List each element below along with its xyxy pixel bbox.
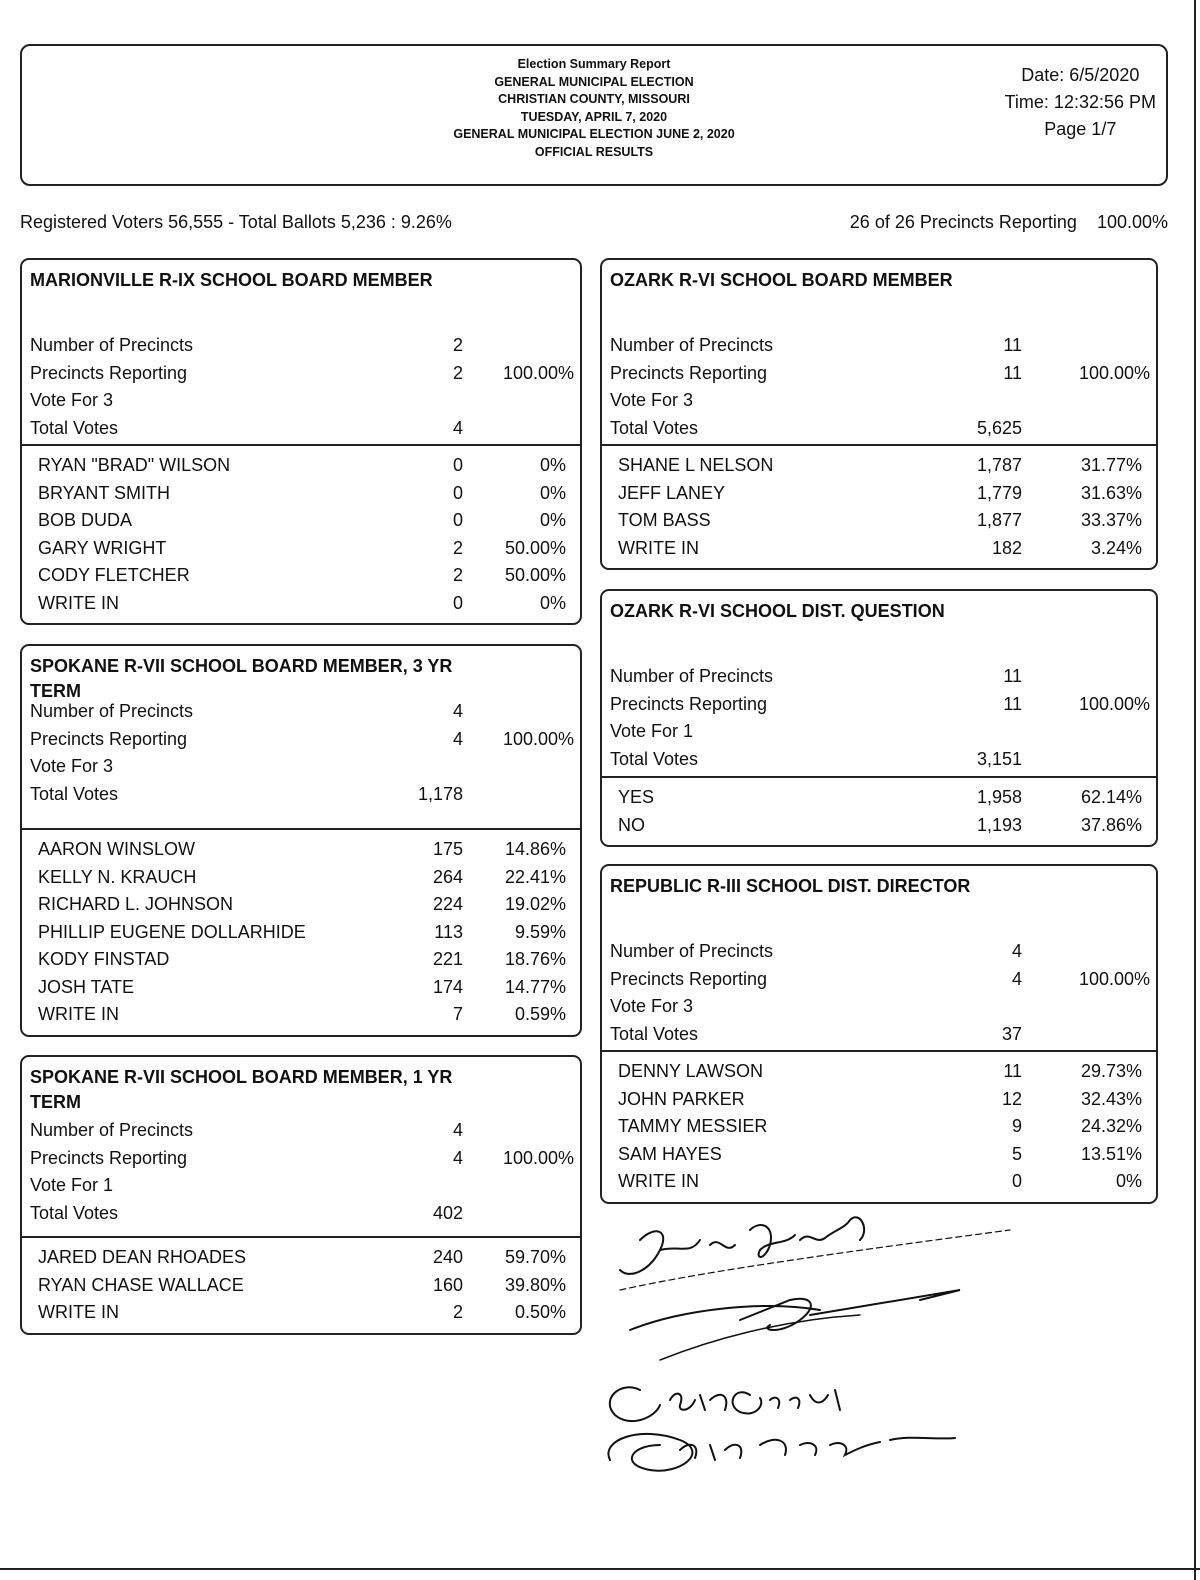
candidate-row xyxy=(602,1141,1156,1169)
candidate-percent: 59.70% xyxy=(504,1247,566,1267)
candidate-name: WRITE IN xyxy=(38,1004,119,1024)
meta-percent: 100.00% xyxy=(1078,968,1150,989)
candidate-votes: 175 xyxy=(432,839,463,859)
contest-title-line: SPOKANE R-VII SCHOOL BOARD MEMBER, 1 YR xyxy=(30,1067,453,1087)
meta-label: Total Votes xyxy=(30,417,119,438)
candidate-name: WRITE IN xyxy=(618,537,699,558)
meta-value: 2 xyxy=(452,335,463,355)
candidate-percent: 31.77% xyxy=(1080,455,1142,475)
precincts-reporting-row xyxy=(22,726,580,754)
candidate-percent: 0.59% xyxy=(514,1004,566,1024)
candidate-votes: 1,193 xyxy=(976,814,1022,835)
candidate-percent: 37.86% xyxy=(1080,814,1142,835)
contest-meta xyxy=(22,1117,580,1227)
candidate-name: SAM HAYES xyxy=(618,1143,722,1164)
total-votes-row xyxy=(602,415,1156,443)
election-subtitle: GENERAL MUNICIPAL ELECTION JUNE 2, 2020 xyxy=(453,127,735,141)
meta-label: Vote For 3 xyxy=(610,996,694,1016)
candidate-row xyxy=(22,590,580,618)
candidate-percent: 3.24% xyxy=(1090,537,1142,558)
report-title-block xyxy=(22,56,1166,161)
candidate-name: JEFF LANEY xyxy=(618,482,726,503)
candidate-percent: 0% xyxy=(1115,1171,1142,1191)
contest-title-line: MARIONVILLE R-IX SCHOOL BOARD MEMBER xyxy=(30,270,433,290)
candidate-votes: 221 xyxy=(432,949,463,969)
candidate-name: GARY WRIGHT xyxy=(38,537,167,558)
candidate-row xyxy=(22,946,580,974)
candidate-percent: 14.86% xyxy=(504,839,566,859)
candidate-votes: 1,877 xyxy=(976,510,1022,530)
meta-percent: 100.00% xyxy=(1078,362,1150,383)
candidate-name: JOHN PARKER xyxy=(618,1088,745,1109)
signatures xyxy=(560,1200,1060,1500)
number-of-precincts-row xyxy=(22,1117,580,1145)
candidate-row xyxy=(602,812,1156,840)
meta-label: Number of Precincts xyxy=(610,666,774,686)
candidate-votes: 0 xyxy=(452,455,463,475)
candidate-name: DENNY LAWSON xyxy=(618,1061,764,1081)
vote-for-row xyxy=(22,753,580,781)
meta-value: 4 xyxy=(452,728,463,749)
contest-meta xyxy=(22,698,580,808)
contest-title-line: TERM xyxy=(30,1092,81,1112)
candidate-row xyxy=(22,891,580,919)
meta-value: 11 xyxy=(1003,362,1022,383)
candidate-votes: 2 xyxy=(452,537,463,558)
meta-value: 402 xyxy=(432,1202,463,1223)
candidate-row xyxy=(602,1058,1156,1086)
candidate-votes: 160 xyxy=(432,1274,463,1295)
candidate-percent: 0% xyxy=(539,482,566,503)
contest-box xyxy=(20,258,582,625)
candidate-list xyxy=(22,452,580,617)
contest-title xyxy=(22,260,580,293)
candidate-votes: 182 xyxy=(991,537,1022,558)
contest-box xyxy=(600,864,1158,1204)
candidate-row xyxy=(602,507,1156,535)
meta-label: Vote For 1 xyxy=(610,721,694,741)
report-header xyxy=(20,44,1168,186)
candidate-votes: 264 xyxy=(432,866,463,887)
candidate-percent: 29.73% xyxy=(1080,1061,1142,1081)
candidate-row xyxy=(22,974,580,1002)
meta-label: Total Votes xyxy=(610,748,699,769)
signature-2 xyxy=(630,1290,960,1330)
candidate-name: NO xyxy=(618,814,645,835)
meta-label: Vote For 3 xyxy=(30,756,114,776)
candidate-percent: 19.02% xyxy=(504,894,566,914)
report-title: Election Summary Report xyxy=(517,57,671,71)
meta-value: 11 xyxy=(1003,335,1022,355)
candidate-row xyxy=(602,452,1156,480)
candidate-votes: 0 xyxy=(452,482,463,503)
candidate-name: CODY FLETCHER xyxy=(38,565,190,585)
meta-label: Number of Precincts xyxy=(30,335,194,355)
candidate-row xyxy=(22,1299,580,1327)
candidate-name: TAMMY MESSIER xyxy=(618,1116,768,1136)
meta-value: 4 xyxy=(1011,968,1022,989)
meta-value: 4 xyxy=(452,1120,463,1140)
meta-value: 4 xyxy=(452,417,463,438)
candidate-row xyxy=(22,507,580,535)
candidate-name: TOM BASS xyxy=(618,510,711,530)
contest-box xyxy=(20,644,582,1037)
candidate-votes: 12 xyxy=(1001,1088,1022,1109)
candidate-name: YES xyxy=(618,787,655,807)
vote-for-row xyxy=(22,387,580,415)
contest-box xyxy=(20,1055,582,1335)
candidate-row xyxy=(22,480,580,508)
signature-3 xyxy=(610,1387,840,1421)
candidate-list xyxy=(602,1058,1156,1196)
registered-voters-summary: Registered Voters 56,555 - Total Ballots 5,236 : 9.26% xyxy=(20,212,452,232)
signature-4 xyxy=(608,1434,955,1471)
candidate-row xyxy=(22,452,580,480)
candidate-name: PHILLIP EUGENE DOLLARHIDE xyxy=(38,921,306,942)
vote-for-row xyxy=(22,1172,580,1200)
contest-title xyxy=(602,866,1156,899)
candidate-percent: 0% xyxy=(539,592,566,613)
number-of-precincts-row xyxy=(22,698,580,726)
candidate-name: RICHARD L. JOHNSON xyxy=(38,894,234,914)
candidate-votes: 113 xyxy=(434,921,463,942)
report-date: Date: 6/5/2020 xyxy=(1021,65,1140,85)
candidate-percent: 9.59% xyxy=(514,921,566,942)
precincts-reporting-row xyxy=(602,691,1156,719)
candidate-name: JARED DEAN RHOADES xyxy=(38,1247,247,1267)
meta-value: 4 xyxy=(452,1147,463,1168)
candidate-row xyxy=(602,535,1156,563)
total-votes-row xyxy=(22,415,580,443)
precincts-reporting-row xyxy=(22,1145,580,1173)
meta-percent: 100.00% xyxy=(502,728,574,749)
candidate-votes: 1,958 xyxy=(976,787,1022,807)
signature-1 xyxy=(620,1217,864,1274)
contest-title-line: REPUBLIC R-III SCHOOL DIST. DIRECTOR xyxy=(610,876,971,896)
number-of-precincts-row xyxy=(602,332,1156,360)
contest-box xyxy=(600,589,1158,847)
candidate-row xyxy=(22,1001,580,1029)
candidate-votes: 0 xyxy=(1011,1171,1022,1191)
meta-label: Precincts Reporting xyxy=(610,693,768,714)
meta-label: Total Votes xyxy=(30,783,119,804)
precincts-reporting-text: 26 of 26 Precincts Reporting xyxy=(849,212,1077,232)
contest-title xyxy=(602,591,1156,624)
precincts-reporting-row xyxy=(22,360,580,388)
contest-title xyxy=(602,260,1156,293)
number-of-precincts-row xyxy=(22,332,580,360)
contest-meta xyxy=(602,663,1156,773)
candidate-votes: 9 xyxy=(1011,1116,1022,1136)
precincts-reporting-summary xyxy=(850,212,1168,233)
candidate-row xyxy=(22,836,580,864)
candidate-row xyxy=(22,919,580,947)
meta-label: Precincts Reporting xyxy=(30,362,188,383)
meta-value: 11 xyxy=(1003,666,1022,686)
contest-title-line: OZARK R-VI SCHOOL DIST. QUESTION xyxy=(610,601,945,621)
contest-title-line: TERM xyxy=(30,681,81,701)
contest-divider xyxy=(22,444,580,446)
candidate-row xyxy=(602,1113,1156,1141)
page-number: Page 1/7 xyxy=(1044,119,1117,139)
number-of-precincts-row xyxy=(602,938,1156,966)
candidate-row xyxy=(22,562,580,590)
page-edge-right xyxy=(1194,0,1196,1580)
candidate-votes: 240 xyxy=(432,1247,463,1267)
candidate-row xyxy=(22,1272,580,1300)
contest-meta xyxy=(602,938,1156,1048)
meta-label: Vote For 1 xyxy=(30,1175,114,1195)
candidate-votes: 7 xyxy=(452,1004,463,1024)
candidate-votes: 1,787 xyxy=(976,455,1022,475)
total-votes-row xyxy=(22,1200,580,1228)
meta-label: Number of Precincts xyxy=(610,941,774,961)
meta-label: Precincts Reporting xyxy=(30,1147,188,1168)
candidate-votes: 224 xyxy=(432,894,463,914)
meta-label: Precincts Reporting xyxy=(30,728,188,749)
candidate-name: KODY FINSTAD xyxy=(38,949,170,969)
meta-label: Total Votes xyxy=(610,417,699,438)
contest-title xyxy=(22,1057,580,1115)
contest-divider xyxy=(602,1050,1156,1052)
signature-2-line xyxy=(660,1315,860,1360)
candidate-name: JOSH TATE xyxy=(38,976,135,997)
contest-divider xyxy=(22,1236,580,1238)
contest-divider xyxy=(602,776,1156,778)
candidate-list xyxy=(602,452,1156,562)
meta-label: Total Votes xyxy=(30,1202,119,1223)
candidate-row xyxy=(22,1244,580,1272)
vote-for-row xyxy=(602,718,1156,746)
candidate-row xyxy=(602,1168,1156,1196)
county-name: CHRISTIAN COUNTY, MISSOURI xyxy=(498,92,690,106)
contest-meta xyxy=(22,332,580,442)
precincts-reporting-row xyxy=(602,966,1156,994)
meta-label: Number of Precincts xyxy=(30,1120,194,1140)
meta-label: Vote For 3 xyxy=(30,390,114,410)
precincts-reporting-percent: 100.00% xyxy=(1096,212,1168,232)
report-meta xyxy=(1005,62,1156,143)
candidate-percent: 33.37% xyxy=(1080,510,1142,530)
candidate-votes: 0 xyxy=(452,592,463,613)
meta-percent: 100.00% xyxy=(502,1147,574,1168)
page-edge-bottom xyxy=(0,1568,1200,1570)
candidate-percent: 0% xyxy=(539,455,566,475)
candidate-name: BOB DUDA xyxy=(38,510,133,530)
meta-value: 4 xyxy=(1011,941,1022,961)
candidate-list xyxy=(22,836,580,1029)
contest-title-line: SPOKANE R-VII SCHOOL BOARD MEMBER, 3 YR xyxy=(30,656,453,676)
candidate-row xyxy=(22,535,580,563)
candidate-percent: 62.14% xyxy=(1080,787,1142,807)
candidate-percent: 0% xyxy=(539,510,566,530)
election-name: GENERAL MUNICIPAL ELECTION xyxy=(494,74,694,89)
election-date: TUESDAY, APRIL 7, 2020 xyxy=(520,109,668,124)
candidate-name: WRITE IN xyxy=(38,1302,119,1322)
contest-title-line: OZARK R-VI SCHOOL BOARD MEMBER xyxy=(610,270,953,290)
candidate-percent: 39.80% xyxy=(504,1274,566,1295)
candidate-name: WRITE IN xyxy=(38,592,119,613)
candidate-percent: 50.00% xyxy=(504,565,566,585)
total-votes-row xyxy=(602,1021,1156,1049)
number-of-precincts-row xyxy=(602,663,1156,691)
meta-percent: 100.00% xyxy=(1078,693,1150,714)
contest-meta xyxy=(602,332,1156,442)
candidate-votes: 2 xyxy=(452,1302,463,1322)
candidate-votes: 5 xyxy=(1011,1143,1022,1164)
vote-for-row xyxy=(602,387,1156,415)
contest-divider xyxy=(22,828,580,830)
contest-title xyxy=(22,646,580,704)
candidate-row xyxy=(22,864,580,892)
meta-percent: 100.00% xyxy=(502,362,574,383)
total-votes-row xyxy=(602,746,1156,774)
candidate-votes: 174 xyxy=(432,976,463,997)
candidate-votes: 0 xyxy=(452,510,463,530)
meta-value: 2 xyxy=(452,362,463,383)
candidate-name: RYAN "BRAD" WILSON xyxy=(38,455,231,475)
candidate-name: BRYANT SMITH xyxy=(38,482,171,503)
meta-label: Total Votes xyxy=(610,1023,699,1044)
report-time: Time: 12:32:56 PM xyxy=(1004,92,1156,112)
meta-value: 11 xyxy=(1003,693,1022,714)
candidate-percent: 13.51% xyxy=(1080,1143,1142,1164)
candidate-name: SHANE L NELSON xyxy=(618,455,774,475)
meta-label: Precincts Reporting xyxy=(610,968,768,989)
candidate-percent: 32.43% xyxy=(1080,1088,1142,1109)
candidate-name: KELLY N. KRAUCH xyxy=(38,866,197,887)
total-votes-row xyxy=(22,781,580,809)
official-results: OFFICIAL RESULTS xyxy=(534,144,654,159)
candidate-row xyxy=(602,784,1156,812)
candidate-name: AARON WINSLOW xyxy=(38,839,196,859)
candidate-list xyxy=(602,784,1156,839)
candidate-row xyxy=(602,1086,1156,1114)
contest-divider xyxy=(602,444,1156,446)
meta-label: Vote For 3 xyxy=(610,390,694,410)
candidate-percent: 31.63% xyxy=(1080,482,1142,503)
candidate-list xyxy=(22,1244,580,1327)
precincts-reporting-row xyxy=(602,360,1156,388)
contest-box xyxy=(600,258,1158,570)
meta-label: Number of Precincts xyxy=(610,335,774,355)
candidate-votes: 11 xyxy=(1003,1061,1022,1081)
candidate-percent: 50.00% xyxy=(504,537,566,558)
meta-label: Precincts Reporting xyxy=(610,362,768,383)
meta-value: 1,178 xyxy=(417,783,463,804)
meta-value: 5,625 xyxy=(976,417,1022,438)
candidate-row xyxy=(602,480,1156,508)
candidate-percent: 18.76% xyxy=(504,949,566,969)
candidate-percent: 0.50% xyxy=(514,1302,566,1322)
meta-value: 3,151 xyxy=(976,748,1022,769)
meta-label: Number of Precincts xyxy=(30,701,194,721)
candidate-votes: 1,779 xyxy=(976,482,1022,503)
candidate-name: WRITE IN xyxy=(618,1171,699,1191)
candidate-percent: 24.32% xyxy=(1080,1116,1142,1136)
candidate-percent: 14.77% xyxy=(504,976,566,997)
vote-for-row xyxy=(602,993,1156,1021)
meta-value: 4 xyxy=(452,701,463,721)
candidate-name: RYAN CHASE WALLACE xyxy=(38,1274,244,1295)
candidate-percent: 22.41% xyxy=(504,866,566,887)
candidate-votes: 2 xyxy=(452,565,463,585)
meta-value: 37 xyxy=(1001,1023,1022,1044)
